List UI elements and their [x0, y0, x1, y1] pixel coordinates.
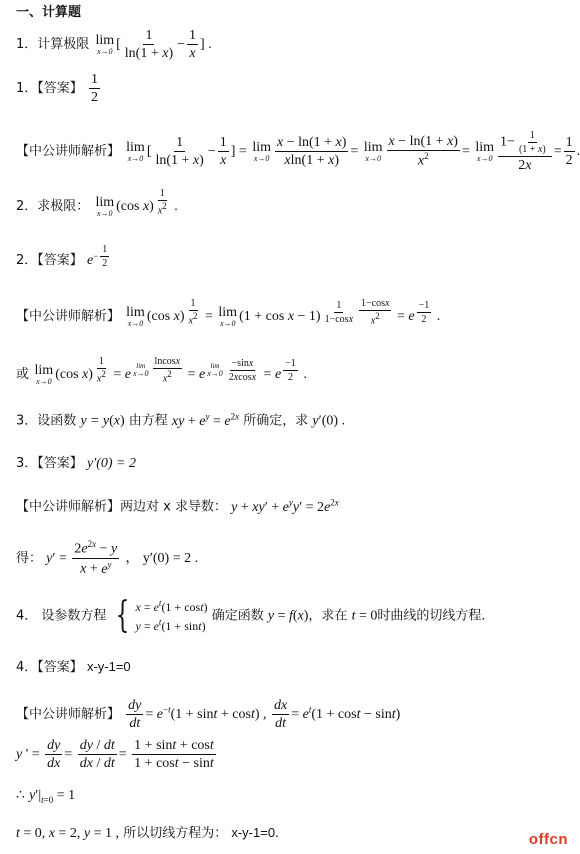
answer-number: 4． [16, 660, 38, 675]
answer-label: 【答案】 [37, 253, 83, 269]
analysis-label: 【中公讲师解析】 [16, 707, 121, 723]
question-3: 3．设函数 y = y(x) 由方程 xy + $e^y = e^{2x}$ 所确定，求 y′(0) . [16, 411, 346, 429]
answer-3 [16, 456, 570, 471]
question-2 [16, 188, 570, 218]
formula: lim x→0 (cos x) $^{\frac{1}{x^2}}$ = e $^{lim x\to 0 \frac{lncosx}{x^2}}$ = e $^{lim x\to 0 \frac{-\sin x}{2xcosx}}$ = e $^{\frac{-1}{2}}$ . [34, 356, 307, 386]
derivative-4: y ' = $\frac{dy}{dx}$ = $\frac{dy / dt}{dx / dt}$ = $\frac{1 + \sin t + \cos t}{1 + \cos t - \sin t}$ [16, 738, 214, 772]
answer-number: 2． [16, 253, 38, 269]
therefore-4: ∴ $y'|_{t=0} = 1$ [16, 788, 76, 805]
formula: lim x→0 [ $\frac{1}{\ln(1 + x)}$ − $\frac{1}{x}$ ] = lim x→0 $\frac{x - \ln(1 + x)}{xln(1 + x)}$ = lim x→0 $\frac{x - \ln(1 + x)}{x^2}$ = lim x→0 1− $\frac{1}{(1 + x)}$ 2x = $\frac{1}{2}$ . [126, 130, 580, 173]
answer-label: 【答案】 [37, 456, 83, 471]
section-title: 一、计算题 [16, 5, 82, 20]
answer-4 [16, 660, 570, 675]
formula: lim x→0 [ $\frac{1}{\ln(1 + x)}$ − $\frac{1}{x}$ ] . [95, 28, 212, 62]
question-number: 2． [16, 198, 38, 214]
answer-2 [16, 244, 570, 269]
answer-1 [16, 72, 570, 106]
result-tail: ， y′(0) = 2 . [125, 550, 199, 566]
alt-prefix: 或 [16, 366, 30, 382]
answer-value: y′(0) = 2 [86, 456, 136, 471]
question-prompt: 设函数 [37, 413, 77, 429]
question-1 [16, 28, 570, 62]
parametric-system: { $x = e^t(1 + \cos t)$ $y = e^t(1 + \sin t)$ [115, 595, 208, 636]
answer-label: 【答案】 [37, 660, 83, 675]
question-text: ，求在 [308, 608, 348, 624]
formula: lim x→0 (cos x) $^{\frac{1}{x^2}}$ . [95, 188, 178, 218]
final-4: t = 0, x = 2, y = 1 , 所以切线方程为： x-y-1=0. [16, 825, 279, 841]
formula: $\frac{dy}{dt}$ = $e^{-t}(1 + \sin t + \cos t)$ , $\frac{dx}{dt}$ = $e^t(1 + \cos t - \sin t)$ [128, 698, 401, 732]
question-text: 所确定，求 [243, 413, 309, 429]
final-text: 所以切线方程为： [123, 826, 228, 841]
formula: lim x→0 (cos x) $^{\frac{1}{x^2}}$ = lim x→0 (1 + cos x − 1) $^{\frac{1}{1-\cos x} \frac{1-\cos x}{x^2}}$ = e $^{\frac{-1}{2}}$ . [126, 298, 441, 328]
question-number: 4． [16, 608, 38, 624]
result-3: 得： y′ = $\frac{2e^{2x} - y}{x + e^y}$ ， y′(0) = 2 . [16, 539, 199, 577]
question-4: 4． 设参数方程 { $x = e^t(1 + \cos t)$ $y = e^t(1 + \sin t)$ 确定函数 y = f(x)，求在 t = 0时曲线的切线方程． [16, 595, 495, 636]
answer-number: 3． [16, 456, 38, 471]
therefore-symbol: ∴ [16, 788, 25, 803]
question-text: 时曲线的切线方程． [377, 608, 495, 624]
question-text: 由方程 [128, 413, 168, 429]
analysis-1 [16, 130, 580, 173]
answer-value: $e^{- \frac{1}{2}}$ [86, 244, 108, 269]
analysis-label: 【中公讲师解析】 [16, 499, 121, 515]
question-prompt: 求极限： [37, 198, 90, 214]
analysis-label: 【中公讲师解析】 [16, 308, 121, 324]
question-number: 1． [16, 37, 38, 53]
answer-value: x-y-1=0 [86, 659, 131, 674]
answer-number: 1． [16, 81, 38, 97]
analysis-2-alt [16, 356, 570, 386]
question-prompt: 计算极限 [37, 37, 90, 53]
question-number: 3． [16, 413, 38, 429]
question-text: 确定函数 [211, 608, 264, 624]
analysis-label: 【中公讲师解析】 [16, 143, 121, 159]
analysis-3: 【中公讲师解析】两边对 x 求导数： $y + xy' + e^yy' = 2e^{2x}$ [16, 497, 339, 515]
question-prompt: 设参数方程 [41, 608, 107, 624]
result-prefix: 得： [16, 550, 43, 566]
analysis-2 [16, 298, 570, 328]
analysis-text: 两边对 x 求导数： [120, 499, 227, 515]
answer-value: $\frac{1}{2}$ [90, 72, 98, 106]
final-answer: x-y-1=0 [231, 825, 276, 840]
answer-label: 【答案】 [37, 81, 83, 97]
analysis-4 [16, 698, 570, 732]
offcn-logo: offcn [528, 831, 568, 848]
